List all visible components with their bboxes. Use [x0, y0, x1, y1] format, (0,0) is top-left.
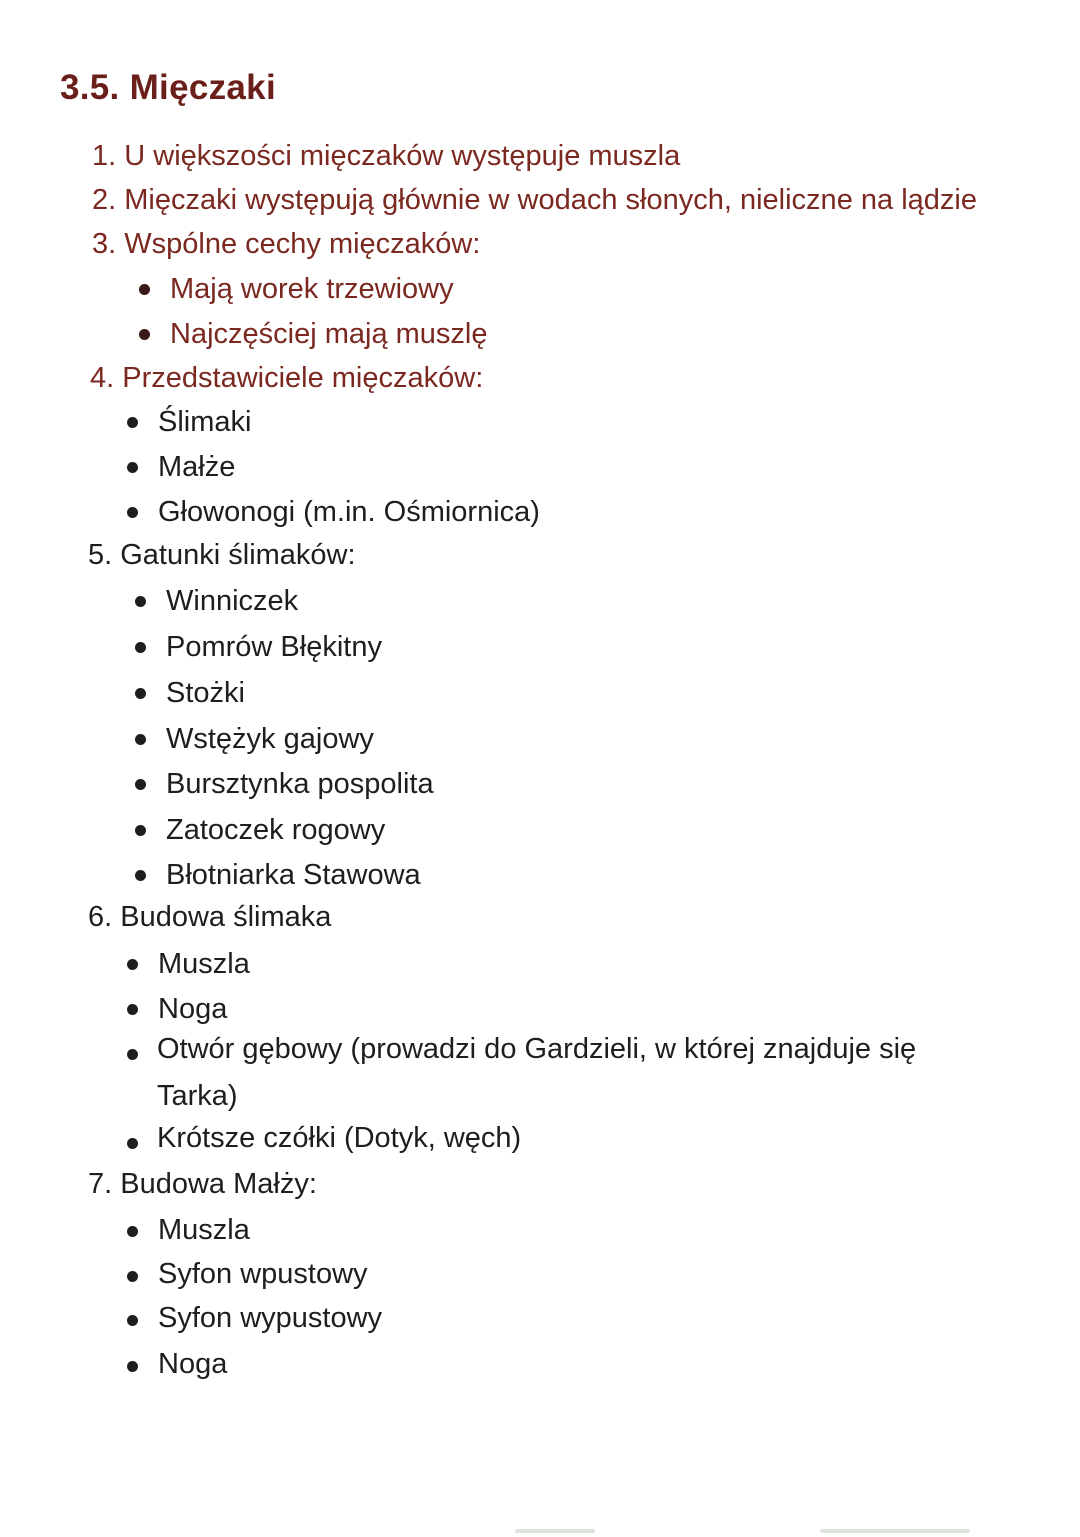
list-item-3: [92, 226, 480, 262]
bullet-item: Krótsze czółki (Dotyk, węch): [157, 1122, 522, 1154]
item-number: 6.: [88, 901, 113, 933]
bullet-item: Ślimaki: [158, 406, 252, 438]
bullet-dot: [135, 779, 146, 790]
bullet-dot: [139, 284, 150, 295]
bullet-dot: [135, 688, 146, 699]
list-item-1: [92, 138, 680, 174]
bullet-item: Błotniarka Stawowa: [166, 859, 421, 891]
list-item-6: [88, 899, 331, 935]
list-item-5: [88, 537, 356, 573]
bullet-dot: [127, 1049, 138, 1060]
item-number: 7.: [88, 1168, 113, 1200]
bullet-dot: [135, 825, 146, 836]
item-text: Budowa ślimaka: [120, 901, 332, 933]
bullet-item: Wstężyk gajowy: [166, 723, 374, 755]
bullet-dot: [127, 1315, 138, 1326]
item-number: 5.: [88, 539, 113, 571]
bullet-item: Bursztynka pospolita: [166, 768, 434, 800]
bullet-item: Syfon wypustowy: [158, 1302, 383, 1334]
bullet-dot: [135, 734, 146, 745]
item-text: Wspólne cechy mięczaków:: [124, 228, 481, 260]
item-text: Mięczaki występują głównie w wodach słonych, nieliczne na lądzie: [124, 184, 977, 216]
bullet-item: Syfon wpustowy: [158, 1258, 368, 1290]
bullet-item: Najczęściej mają muszlę: [170, 318, 488, 350]
item-number: 2.: [92, 184, 117, 216]
bullet-dot: [127, 1138, 138, 1149]
bullet-item: Pomrów Błękitny: [166, 631, 382, 663]
bullet-dot: [127, 1271, 138, 1282]
bullet-dot: [135, 870, 146, 881]
item-text: Przedstawiciele mięczaków:: [122, 362, 484, 394]
bullet-dot: [135, 596, 146, 607]
list-item-7: [88, 1166, 317, 1202]
bullet-dot: [127, 462, 138, 473]
bullet-item: Noga: [158, 993, 228, 1025]
bullet-item: Muszla: [158, 1214, 250, 1246]
scan-mark: [515, 1529, 595, 1533]
bullet-dot: [127, 417, 138, 428]
bullet-dot: [127, 1361, 138, 1372]
bullet-dot: [127, 1226, 138, 1237]
scan-mark: [820, 1529, 970, 1533]
bullet-dot: [127, 507, 138, 518]
bullet-item: Głowonogi (m.in. Ośmiornica): [158, 496, 540, 528]
bullet-item: Małże: [158, 451, 236, 483]
list-item-2: [92, 182, 977, 218]
item-number: 1.: [92, 140, 117, 172]
bullet-item: Zatoczek rogowy: [166, 814, 386, 846]
bullet-item: Noga: [158, 1348, 228, 1380]
bullet-item: Winniczek: [166, 585, 299, 617]
bullet-item: Muszla: [158, 948, 250, 980]
bullet-continuation: Tarka): [157, 1080, 238, 1112]
bullet-dot: [135, 642, 146, 653]
bullet-item: Mają worek trzewiowy: [170, 273, 454, 305]
item-text: U większości mięczaków występuje muszla: [124, 140, 681, 172]
bullet-dot: [127, 959, 138, 970]
list-item-4: [90, 360, 483, 396]
item-text: Gatunki ślimaków:: [120, 539, 356, 571]
bullet-dot: [139, 329, 150, 340]
bullet-item: Otwór gębowy (prowadzi do Gardzieli, w której znajduje się: [157, 1033, 917, 1065]
bullet-item: Stożki: [166, 677, 245, 709]
item-number: 3.: [92, 228, 117, 260]
bullet-dot: [127, 1004, 138, 1015]
item-text: Budowa Małży:: [120, 1168, 317, 1200]
section-title: 3.5. Mięczaki: [60, 68, 276, 107]
item-number: 4.: [90, 362, 115, 394]
